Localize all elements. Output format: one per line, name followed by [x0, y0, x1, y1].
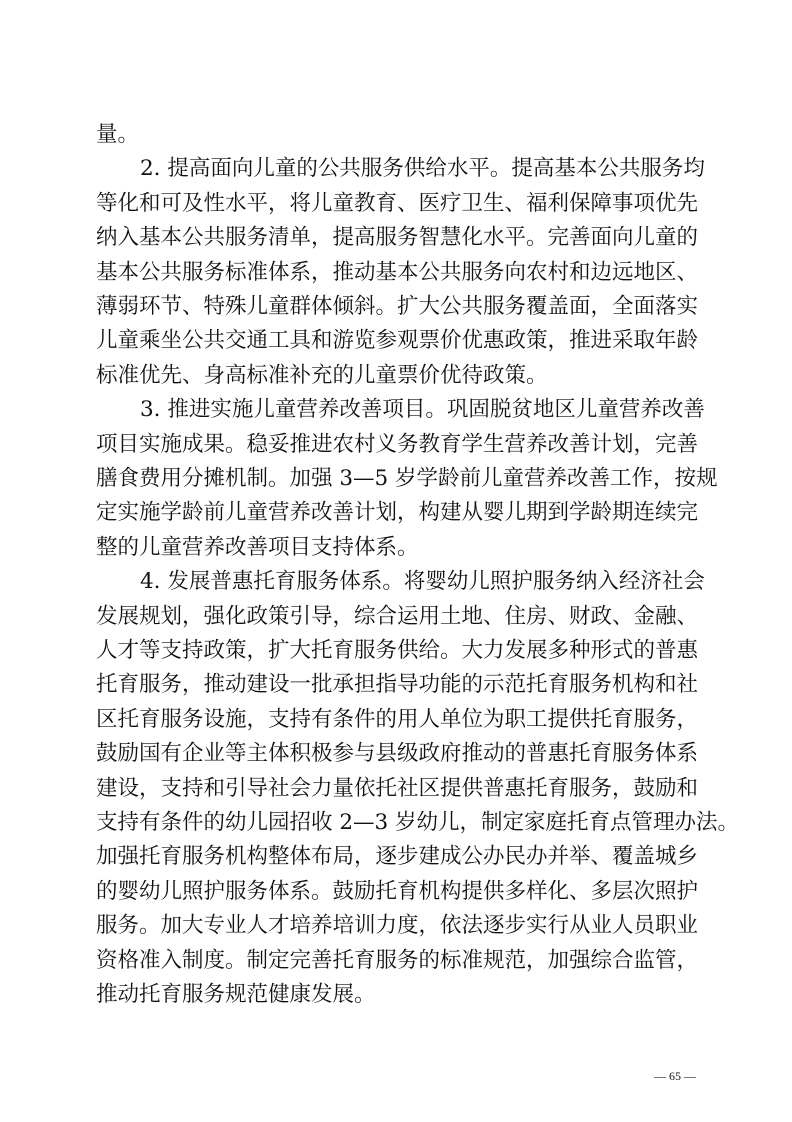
text-line: 区托育服务设施，支持有条件的用人单位为职工提供托育服务，	[96, 706, 699, 732]
text-line: 托育服务，推动建设一批承担指导功能的示范托育服务机构和社	[96, 672, 699, 698]
text-line: 服务。加大专业人才培养培训力度，依法逐步实行从业人员职业	[96, 913, 699, 939]
text-line: 整的儿童营养改善项目支持体系。	[96, 534, 419, 560]
paragraph-first-line: 4. 发展普惠托育服务体系。将婴幼儿照护服务纳入经济社会	[140, 569, 705, 595]
paragraph-first-line: 2. 提高面向儿童的公共服务供给水平。提高基本公共服务均	[140, 156, 705, 182]
text-line: 推动托育服务规范健康发展。	[96, 982, 376, 1007]
text-line: 定实施学龄前儿童营养改善计划，构建从婴儿期到学龄期连续完	[96, 500, 699, 526]
text-line: 项目实施成果。稳妥推进农村义务教育学生营养改善计划，完善	[96, 431, 699, 457]
text-line: 建设，支持和引导社会力量依托社区提供普惠托育服务，鼓励和	[96, 775, 699, 801]
page-number: — 65 —	[654, 1069, 696, 1083]
text-line: 标准优先、身高标准补充的儿童票价优待政策。	[96, 362, 548, 388]
text-line: 资格准入制度。制定完善托育服务的标准规范，加强综合监管，	[96, 947, 699, 973]
text-line: 加强托育服务机构整体布局，逐步建成公办民办并举、覆盖城乡	[96, 844, 699, 870]
text-line: 鼓励国有企业等主体积极参与县级政府推动的普惠托育服务体系	[96, 741, 699, 767]
text-line: 纳入基本公共服务清单，提高服务智慧化水平。完善面向儿童的	[96, 225, 699, 251]
text-line: 人才等支持政策，扩大托育服务供给。大力发展多种形式的普惠	[96, 638, 699, 663]
text-line: 等化和可及性水平，将儿童教育、医疗卫生、福利保障事项优先	[96, 190, 699, 216]
text-line: 薄弱环节、特殊儿童群体倾斜。扩大公共服务覆盖面，全面落实	[96, 294, 699, 319]
text-line: 的婴幼儿照护服务体系。鼓励托育机构提供多样化、多层次照护	[96, 878, 699, 904]
text-line: 儿童乘坐公共交通工具和游览参观票价优惠政策，推进采取年龄	[96, 328, 699, 354]
text-line: 量。	[96, 122, 140, 147]
text-line: 基本公共服务标准体系，推动基本公共服务向农村和边远地区、	[96, 259, 699, 285]
text-line: 支持有条件的幼儿园招收 2—3 岁幼儿，制定家庭托育点管理办法。	[96, 810, 740, 835]
text-line: 发展规划，强化政策引导，综合运用土地、住房、财政、金融、	[96, 603, 699, 629]
paragraph-first-line: 3. 推进实施儿童营养改善项目。巩固脱贫地区儿童营养改善	[140, 397, 705, 423]
text-line: 膳食费用分摊机制。加强 3—5 岁学龄前儿童营养改善工作，按规	[96, 466, 718, 491]
